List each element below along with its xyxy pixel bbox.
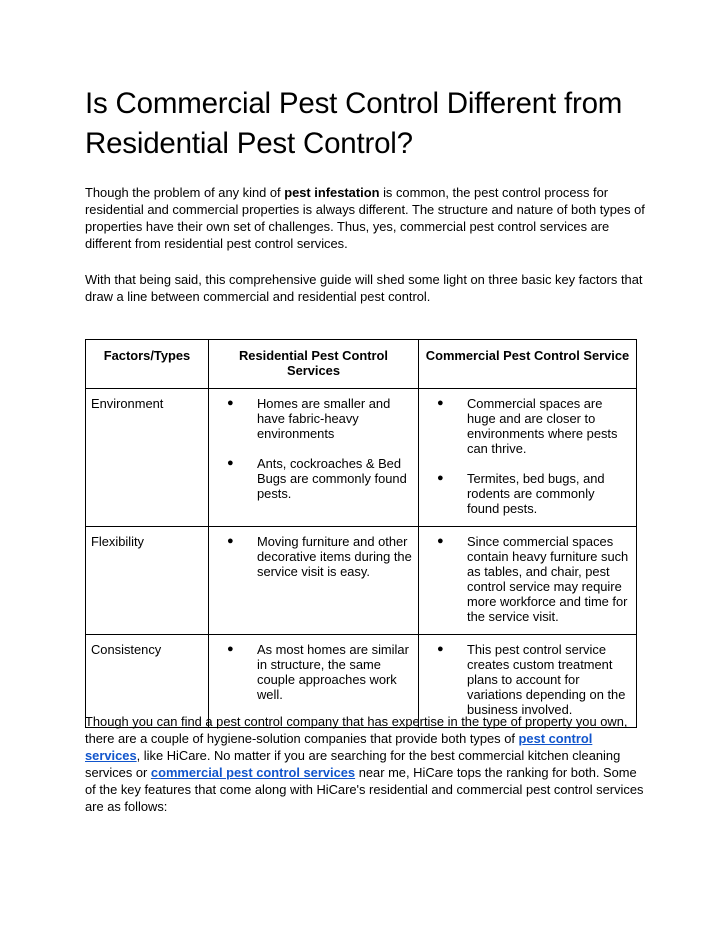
pest-control-services-link[interactable]: pest control services <box>85 731 593 763</box>
list-item-text: As most homes are similar in structure, the same couple approaches work well. <box>257 642 409 702</box>
comparison-table <box>85 339 637 728</box>
list-item <box>209 396 412 441</box>
list-item <box>419 642 630 717</box>
bullet-icon: ● <box>437 397 444 409</box>
bullet-icon: ● <box>227 397 234 409</box>
commercial-cell <box>419 389 637 527</box>
commercial-pest-control-services-link[interactable]: commercial pest control services <box>150 765 356 780</box>
list-item-text: Homes are smaller and have fabric-heavy environments <box>257 396 391 441</box>
bullet-icon: ● <box>227 457 234 469</box>
list-item <box>419 396 630 456</box>
bullet-icon: ● <box>227 535 234 547</box>
bullet-icon: ● <box>437 535 444 547</box>
intro-text-continued: is common, the pest control process for residential and commercial properties is always different. The structure and nature of both types of properties have their own set of challenges. Thus, yes, commercial pest control services are different from residential pest control services. <box>85 185 645 251</box>
bullet-icon: ● <box>437 472 444 484</box>
header-commercial <box>419 340 637 389</box>
closing-text: Though you can find a pest control company that has expertise in the type of property you own, there are a couple of hygiene-solution companies that provide both types of <box>85 714 628 746</box>
closing-text-continued: , like HiCare. No matter if you are searching for the best commercial kitchen cleaning services or <box>85 748 621 780</box>
bullet-icon: ● <box>437 643 444 655</box>
list-item-text: This pest control service creates custom treatment plans to account for variations depending on the business involved. <box>467 642 626 717</box>
list-item <box>209 456 412 501</box>
header-factors <box>86 340 209 389</box>
intro-paragraph <box>85 184 645 252</box>
page-title: Is Commercial Pest Control Different from Residential Pest Control? <box>85 87 623 160</box>
intro-bold-term: pest infestation <box>284 185 380 200</box>
list-item <box>209 534 412 579</box>
list-item-text: Commercial spaces are huge and are closer to environments where pests can thrive. <box>467 396 618 456</box>
header-residential-label: Residential Pest Control Services <box>239 348 388 378</box>
list-item-text: Ants, cockroaches & Bed Bugs are commonly found pests. <box>257 456 407 501</box>
header-commercial-label: Commercial Pest Control Service <box>425 348 630 363</box>
factor-label: Consistency <box>91 642 162 657</box>
list-item-text: Since commercial spaces contain heavy furniture such as tables, and chair, pest control service may require more workforce and time for the service visit. <box>467 534 629 624</box>
list-item <box>419 534 630 624</box>
factor-label: Environment <box>91 396 164 411</box>
factor-cell <box>86 527 209 635</box>
guide-paragraph: With that being said, this comprehensive guide will shed some light on three basic key factors that draw a line between commercial and residential pest control. <box>85 272 643 304</box>
table-row <box>86 527 637 635</box>
list-item-text: Termites, bed bugs, and rodents are commonly found pests. <box>467 471 605 516</box>
factor-cell <box>86 389 209 527</box>
header-factors-label: Factors/Types <box>103 348 191 363</box>
factor-label: Flexibility <box>91 534 145 549</box>
list-item <box>209 642 412 702</box>
closing-text-end: near me, HiCare tops the ranking for both. Some of the key features that come along with HiCare's residential and commercial pest control services are as follows: <box>85 765 644 814</box>
closing-paragraph <box>85 713 645 815</box>
list-item-text: Moving furniture and other decorative items during the service visit is easy. <box>257 534 412 579</box>
header-residential <box>209 340 419 389</box>
commercial-cell <box>419 527 637 635</box>
intro-text: Though the problem of any kind of <box>85 185 285 200</box>
residential-cell <box>209 389 419 527</box>
list-item <box>419 471 630 516</box>
bullet-icon: ● <box>227 643 234 655</box>
table-row <box>86 389 637 527</box>
residential-cell <box>209 527 419 635</box>
table-header-row <box>86 340 637 389</box>
